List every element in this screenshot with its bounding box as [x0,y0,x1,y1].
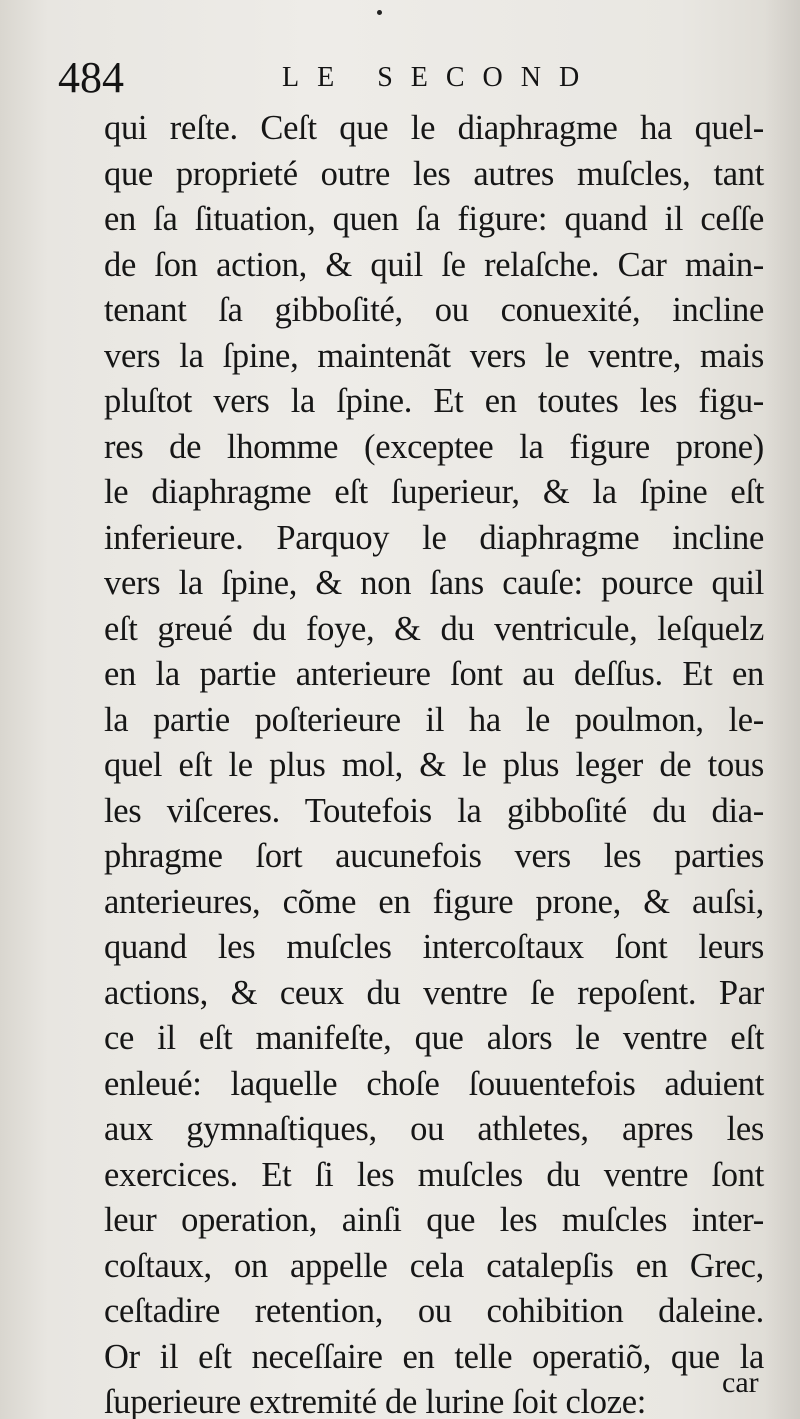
text-line: vers la ſpine, maintenãt vers le ventre, mais [104,336,764,375]
text-line: anterieures, cõme en figure prone, & auſsi, [104,882,764,921]
text-line: en ſa ſituation, quen ſa figure: quand il ceſſe [104,200,764,238]
text-line: coſtaux, on appelle cela catalepſis en Grec, [104,1246,764,1285]
running-head: LE SECOND [282,62,598,93]
ink-speck [377,10,382,15]
text-line: leur operation, ainſi que les muſcles inter- [104,1201,764,1239]
text-line: que proprieté outre les autres muſcles, tant [104,154,764,193]
text-line: ce il eſt manifeſte, que alors le ventre eſt [104,1019,764,1057]
text-line: enleué: laquelle choſe ſouuentefois aduient [104,1064,764,1103]
text-line: quel eſt le plus mol, & le plus leger de tous [104,746,764,784]
text-line: de ſon action, & quil ſe relaſche. Car main- [104,245,764,284]
text-line: le diaphragme eſt ſuperieur, & la ſpine eſt [104,473,764,511]
text-line: phragme ſort aucunefois vers les parties [104,837,764,875]
text-line: inferieure. Parquoy le diaphragme incline [104,518,764,557]
text-line: actions, & ceux du ventre ſe repoſent. Par [104,973,764,1012]
text-line: en la partie anterieure ſont au deſſus. Et en [104,655,764,693]
text-line: aux gymnaſtiques, ou athletes, apres les [104,1110,764,1148]
text-line: les viſceres. Toutefois la gibboſité du dia- [104,791,764,830]
page-number: 484 [58,53,124,102]
text-line: Or il eſt neceſſaire en telle operatiõ, que la [104,1337,764,1376]
text-line: eſt greué du foye, & du ventricule, leſquelz [104,609,764,648]
text-line: ſuperieure extremité de lurine ſoit cloze: [104,1383,647,1419]
text-line: ceſtadire retention, ou cohibition daleine. [104,1292,764,1330]
body-text [104,106,764,1419]
text-line: pluſtot vers la ſpine. Et en toutes les figu- [104,382,764,420]
text-line: exercices. Et ſi les muſcles du ventre ſont [104,1155,764,1194]
text-line: qui reſte. Ceſt que le diaphragme ha quel- [104,109,764,147]
text-line: vers la ſpine, & non ſans cauſe: pource quil [104,564,764,602]
text-line: quand les muſcles intercoſtaux ſont leurs [104,928,764,966]
page-edge-shadow [764,0,800,1419]
page-header [0,50,800,106]
text-line: res de lhomme (exceptee la figure prone) [104,427,764,466]
text-line: la partie poſterieure il ha le poulmon, le- [104,700,764,739]
catchword: car [722,1366,759,1399]
text-line: tenant ſa gibboſité, ou conuexité, incline [104,291,764,329]
